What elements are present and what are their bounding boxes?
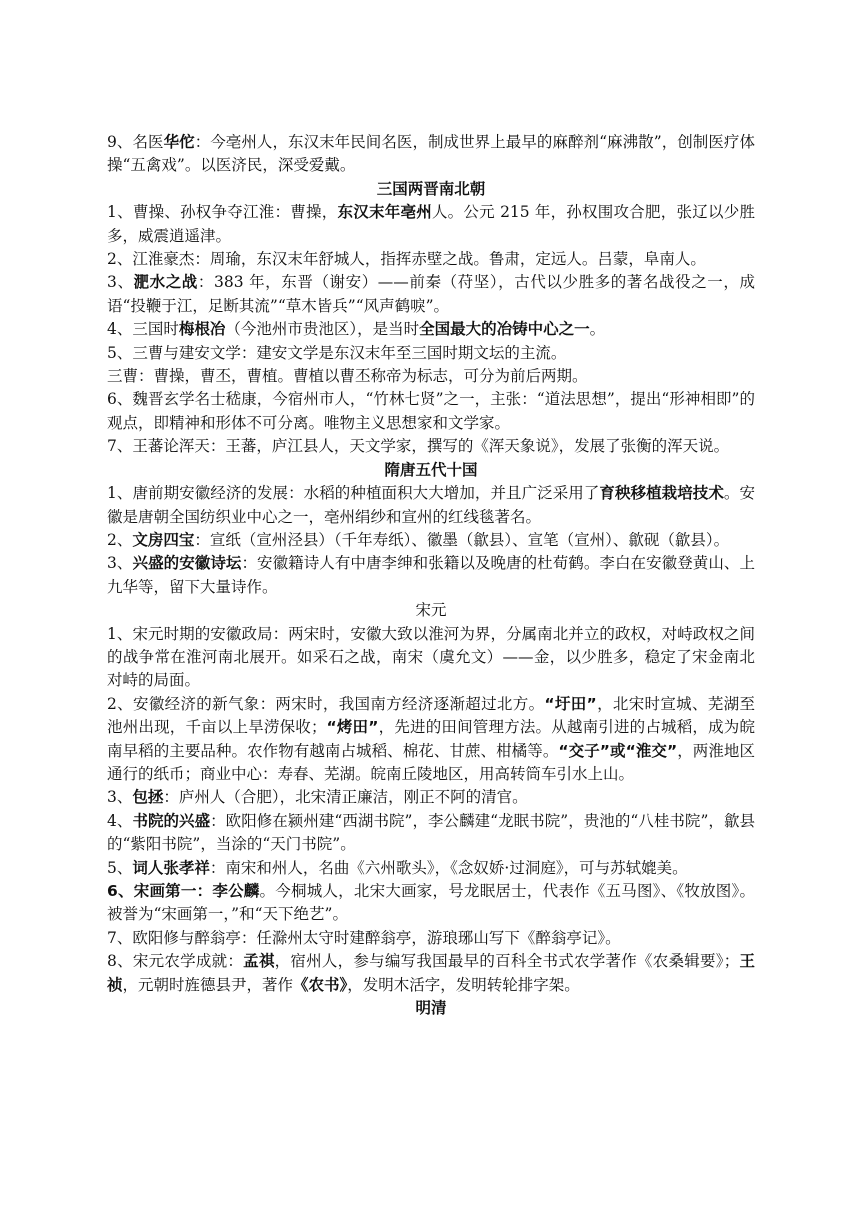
text-run: ：今亳州人，东汉末年民间名医，制成世界上最早的麻醉剂“麻沸散”，创制医疗体操“五禽戏”。以医济民，深受爱戴。 (107, 133, 755, 175)
item-2-song-economy (107, 693, 755, 787)
section-song-yuan (107, 599, 755, 622)
item-6-jikang (107, 388, 755, 435)
text-run: ：安徽籍诗人有中唐李绅和张籍以及晚唐的杜荀鹤。李白在安徽登黄山、上九华等，留下大量诗作。 (107, 554, 755, 596)
text-run: 3、 (107, 788, 133, 807)
text-run: ：宣纸（宣州泾县）（千年寿纸）、徽墨（歙县）、宣笔（宣州）、歙砚（歙县）。 (194, 530, 730, 549)
item-2-haojie (107, 248, 755, 271)
document-page (107, 131, 755, 1020)
bold-term: 华佗 (163, 133, 195, 151)
text-run: 4、 (107, 811, 133, 830)
text-run: ：庐州人（合肥），北宋清正廉洁，刚正不阿的清官。 (163, 788, 528, 807)
text-run: 5、三曹与建安文学：建安文学是东汉末年至三国时期文坛的主流。 (107, 343, 567, 362)
text-run: ，宿州人，参与编写我国最早的百科全书式农学著作《农桑辑要》； (274, 952, 740, 971)
text-run: 明清 (415, 999, 447, 1018)
item-5-jianan (107, 342, 755, 365)
text-run: 1、宋元时期的安徽政局：两宋时，安徽大致以淮河为界，分属南北并立的政权，对峙政权之间的战争常在淮河南北展开。如采石之战，南宋（虞允文）——金，以少胜多，稳定了宋金南北对峙的局面。 (107, 624, 755, 690)
text-run: 7、王蕃论浑天：王蕃，庐江县人，天文学家，撰写的《浑天象说》，发展了张衡的浑天说。 (107, 437, 730, 456)
text-run: 。今桐城人，北宋大画家，号龙眠居士，代表作《五马图》、《牧放图》。被誉为“宋画第一，”和“天下绝艺”。 (107, 882, 755, 924)
text-run: ，北宋时宣城、芜湖至池州出现，千亩以上旱涝保收； (107, 694, 755, 737)
bold-term: 6、宋画第一：李公麟 (107, 882, 260, 900)
bold-term: “交子”或“淮交” (558, 741, 678, 760)
text-run: 人。公元 215 年，孙权围攻合肥，张辽以少胜多，威震逍遥津。 (107, 203, 755, 245)
bold-term: 包拯 (132, 788, 164, 807)
text-run: 1、曹操、孙权争夺江淮：曹操， (107, 203, 338, 222)
item-3-shitan (107, 552, 755, 599)
bold-term: 梅根冶 (178, 320, 226, 339)
text-run: 4、三国时 (107, 320, 179, 339)
text-run: ，发明木活字，发明转轮排字架。 (347, 975, 580, 994)
item-3-baozheng (107, 786, 755, 809)
bold-term: 词人张孝祥 (132, 858, 210, 877)
bold-term: 王祯 (107, 952, 755, 994)
bold-term: “圩田” (544, 694, 597, 713)
text-run: 3、 (107, 554, 133, 573)
text-run: 5、 (107, 858, 133, 877)
text-run: 9、名医 (107, 133, 164, 151)
bold-term: 文房四宝 (132, 530, 195, 549)
item-5-zhangxiaoxiang (107, 857, 755, 880)
text-run: 3、 (107, 273, 134, 292)
bold-term: 《农书》 (293, 975, 348, 994)
item-8-nongxue (107, 950, 755, 997)
text-run: 8、宋元农学成就： (107, 952, 244, 971)
item-6-ligonglin (107, 880, 755, 927)
text-run: ，两淮地区通行的纸币；商业中心：寿春、芜湖。皖南丘陵地区，用高转筒车引水上山。 (107, 741, 755, 783)
section-ming-qing (107, 997, 755, 1020)
text-run: ：383 年，东晋（谢安）——前秦（苻坚），古代以少胜多的著名战役之一，成语“投鞭于江，足断其流”“草木皆兵”“风声鹤唳”。 (107, 273, 755, 315)
text-run: 。安徽是唐朝全国纺织业中心之一，亳州绢纱和宣州的红线毯著名。 (107, 484, 755, 526)
bold-term: 兴盛的安徽诗坛 (132, 554, 242, 573)
item-5-sancao (107, 365, 755, 388)
text-run: 6、魏晋玄学名士嵇康，今宿州市人，“竹林七贤”之一，主张：“道法思想”，提出“形神相即”的观点，即精神和形体不可分离。唯物主义思想家和文学家。 (107, 390, 755, 432)
text-run: ：南宋和州人，名曲《六州歌头》，《念奴娇·过洞庭》，可与苏轼媲美。 (209, 858, 688, 877)
item-1-song-politics (107, 623, 755, 693)
text-run: 。 (589, 320, 606, 339)
bold-term: 淝水之战 (133, 273, 198, 292)
item-4-shuyuan (107, 810, 755, 857)
text-run: 2、 (107, 530, 133, 549)
item-1-tang-economy (107, 482, 755, 529)
text-run: 宋元 (415, 601, 447, 620)
text-run: 三国两晋南北朝 (376, 179, 486, 198)
text-run: 隋唐五代十国 (384, 460, 478, 479)
text-run: 三曹：曹操，曹丕，曹植。曹植以曹丕称帝为标志，可分为前后两期。 (107, 367, 588, 386)
bold-term: “烤田” (326, 718, 379, 737)
bold-term: 育秧移植栽培技术 (599, 484, 724, 503)
bold-term: 东汉末年亳州 (337, 203, 432, 222)
text-run: 1、唐前期安徽经济的发展：水稻的种植面积大大增加，并且广泛采用了 (107, 484, 600, 503)
section-sui-tang (107, 459, 755, 482)
item-9-huatuo (107, 131, 755, 178)
text-run: 2、江淮豪杰：周瑜，东汉末年舒城人，指挥赤壁之战。鲁肃，定远人。吕蒙，阜南人。 (107, 250, 706, 269)
text-run: 7、欧阳修与醉翁亭：任滁州太守时建醉翁亭，游琅琊山写下《醉翁亭记》。 (107, 928, 621, 947)
text-run: ：欧阳修在颍州建“西湖书院”，李公麟建“龙眠书院”，贵池的“八桂书院”，歙县的“紫阳书院”，当涂的“天门书院”。 (107, 811, 755, 854)
text-run: ，元朝时旌德县尹，著作 (122, 975, 294, 994)
item-3-feishui (107, 271, 755, 318)
bold-term: 书院的兴盛 (132, 811, 211, 830)
item-2-wenfang (107, 529, 755, 552)
item-4-meigenye (107, 318, 755, 341)
item-7-ouyangxiu (107, 927, 755, 950)
section-three-kingdoms (107, 178, 755, 201)
bold-term: 孟祺 (243, 952, 275, 971)
text-run: ，先进的田间管理方法。从越南引进的占城稻，成为皖南早稻的主要品种。农作物有越南占城稻、棉花、甘蔗、柑橘等。 (107, 718, 755, 760)
item-1-jianghuai (107, 201, 755, 248)
bold-term: 全国最大的冶铸中心之一 (419, 320, 590, 339)
text-run: 2、安徽经济的新气象：两宋时，我国南方经济逐渐超过北方。 (107, 694, 545, 713)
text-run: （今池州市贵池区），是当时 (225, 320, 420, 339)
item-7-wangfan (107, 435, 755, 458)
